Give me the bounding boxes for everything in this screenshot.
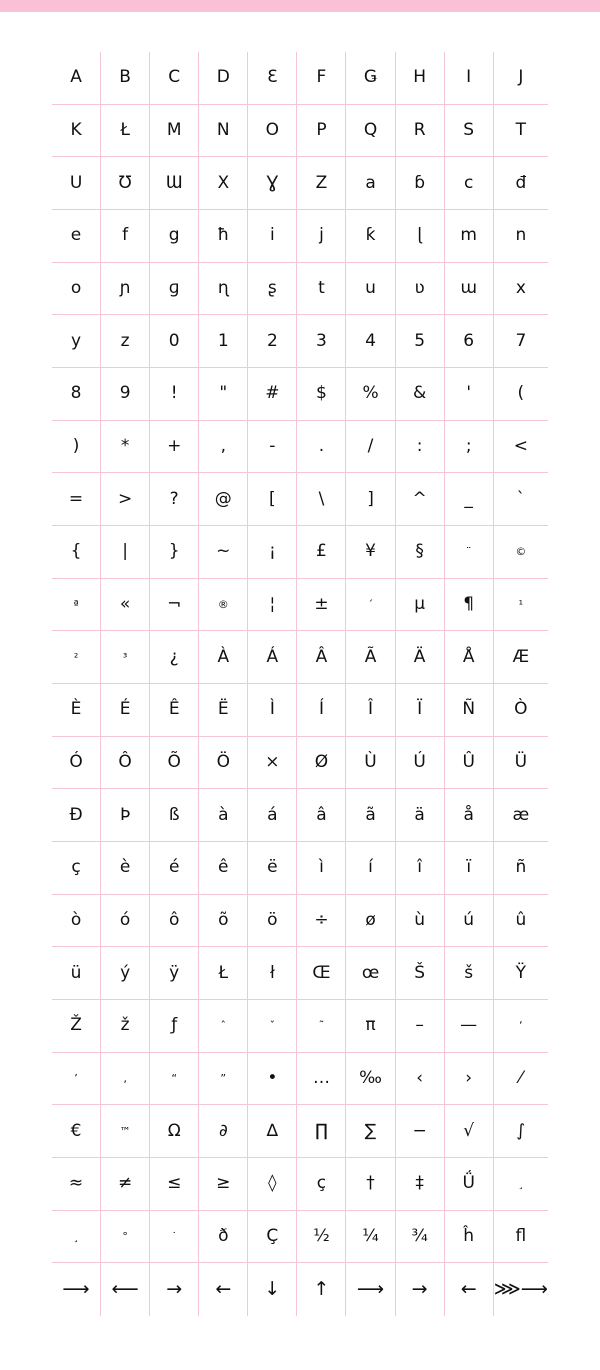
glyph-cell: Â bbox=[297, 631, 346, 684]
glyph-cell: ³ bbox=[101, 631, 150, 684]
glyph-cell: Ω bbox=[150, 1105, 199, 1158]
glyph-cell: f bbox=[101, 210, 150, 263]
glyph-cell: 0 bbox=[150, 315, 199, 368]
glyph-cell: û bbox=[494, 895, 548, 948]
glyph-cell: ¬ bbox=[150, 579, 199, 632]
glyph-cell: † bbox=[346, 1158, 395, 1211]
glyph-cell: ɓ bbox=[396, 157, 445, 210]
glyph-cell: Œ bbox=[297, 947, 346, 1000]
glyph-cell: } bbox=[150, 526, 199, 579]
glyph-cell: ɯ bbox=[445, 263, 494, 316]
glyph-cell: m bbox=[445, 210, 494, 263]
glyph-cell: t bbox=[297, 263, 346, 316]
glyph-cell: I bbox=[445, 52, 494, 105]
glyph-cell: √ bbox=[445, 1105, 494, 1158]
glyph-cell: Ü bbox=[494, 737, 548, 790]
glyph-cell: \ bbox=[297, 473, 346, 526]
glyph-cell: ≈ bbox=[52, 1158, 101, 1211]
glyph-cell: ‘ bbox=[494, 1000, 548, 1053]
glyph-cell: ö bbox=[248, 895, 297, 948]
glyph-cell: ½ bbox=[297, 1211, 346, 1264]
glyph-cell: ĥ bbox=[445, 1211, 494, 1264]
glyph-cell: < bbox=[494, 421, 548, 474]
glyph-cell: ° bbox=[101, 1211, 150, 1264]
glyph-cell: Ɛ bbox=[248, 52, 297, 105]
glyph-cell: Ʊ bbox=[101, 157, 150, 210]
glyph-cell: ë bbox=[248, 842, 297, 895]
glyph-cell: n bbox=[494, 210, 548, 263]
glyph-cell: ⟶ bbox=[52, 1263, 101, 1316]
glyph-cell: z bbox=[101, 315, 150, 368]
glyph-cell: Ɯ bbox=[150, 157, 199, 210]
glyph-cell: å bbox=[445, 789, 494, 842]
glyph-cell: ˜ bbox=[297, 1000, 346, 1053]
glyph-cell: ` bbox=[494, 473, 548, 526]
glyph-cell: 4 bbox=[346, 315, 395, 368]
glyph-cell: % bbox=[346, 368, 395, 421]
glyph-cell: ^ bbox=[396, 473, 445, 526]
glyph-cell: > bbox=[101, 473, 150, 526]
glyph-cell: ≤ bbox=[150, 1158, 199, 1211]
glyph-cell: ( bbox=[494, 368, 548, 421]
glyph-cell: ª bbox=[52, 579, 101, 632]
glyph-cell: Ë bbox=[199, 684, 248, 737]
glyph-cell: ⁄ bbox=[494, 1053, 548, 1106]
glyph-cell: À bbox=[199, 631, 248, 684]
glyph-cell: ≠ bbox=[101, 1158, 150, 1211]
glyph-cell: © bbox=[494, 526, 548, 579]
glyph-cell: $ bbox=[297, 368, 346, 421]
glyph-cell: ¥ bbox=[346, 526, 395, 579]
glyph-cell: , bbox=[199, 421, 248, 474]
glyph-cell: “ bbox=[150, 1053, 199, 1106]
glyph-cell: 8 bbox=[52, 368, 101, 421]
glyph-cell: Ï bbox=[396, 684, 445, 737]
glyph-cell: o bbox=[52, 263, 101, 316]
glyph-cell: ∂ bbox=[199, 1105, 248, 1158]
glyph-cell: ¼ bbox=[346, 1211, 395, 1264]
glyph-cell: ž bbox=[101, 1000, 150, 1053]
glyph-cell: ⟵ bbox=[101, 1263, 150, 1316]
glyph-cell: ← bbox=[199, 1263, 248, 1316]
glyph-cell: P bbox=[297, 105, 346, 158]
glyph-cell: Ǘ bbox=[445, 1158, 494, 1211]
glyph-cell: ù bbox=[396, 895, 445, 948]
glyph-cell: Ú bbox=[396, 737, 445, 790]
glyph-cell: 5 bbox=[396, 315, 445, 368]
glyph-cell: N bbox=[199, 105, 248, 158]
glyph-cell: { bbox=[52, 526, 101, 579]
glyph-cell: € bbox=[52, 1105, 101, 1158]
glyph-cell: ´ bbox=[346, 579, 395, 632]
glyph-cell: Ö bbox=[199, 737, 248, 790]
glyph-cell: Q bbox=[346, 105, 395, 158]
glyph-cell: ê bbox=[199, 842, 248, 895]
glyph-cell: á bbox=[248, 789, 297, 842]
glyph-cell: – bbox=[396, 1000, 445, 1053]
glyph-cell: ˇ bbox=[248, 1000, 297, 1053]
glyph-cell: ¹ bbox=[494, 579, 548, 632]
glyph-cell: é bbox=[150, 842, 199, 895]
glyph-cell: ¿ bbox=[150, 631, 199, 684]
glyph-cell: Ì bbox=[248, 684, 297, 737]
glyph-cell: œ bbox=[346, 947, 395, 1000]
glyph-cell: É bbox=[101, 684, 150, 737]
glyph-cell: Æ bbox=[494, 631, 548, 684]
glyph-cell: ” bbox=[199, 1053, 248, 1106]
glyph-cell: ¡ bbox=[248, 526, 297, 579]
glyph-cell: F bbox=[297, 52, 346, 105]
glyph-cell: - bbox=[248, 421, 297, 474]
glyph-cell: î bbox=[396, 842, 445, 895]
glyph-cell: ¦ bbox=[248, 579, 297, 632]
glyph-cell: ç bbox=[297, 1158, 346, 1211]
glyph-cell: x bbox=[494, 263, 548, 316]
glyph-cell: Ä bbox=[396, 631, 445, 684]
glyph-cell: • bbox=[248, 1053, 297, 1106]
glyph-cell: X bbox=[199, 157, 248, 210]
glyph-cell: H bbox=[396, 52, 445, 105]
glyph-cell: ’ bbox=[52, 1053, 101, 1106]
glyph-cell: i bbox=[248, 210, 297, 263]
glyph-cell: K bbox=[52, 105, 101, 158]
glyph-cell: / bbox=[346, 421, 395, 474]
glyph-cell: y bbox=[52, 315, 101, 368]
glyph-cell: ' bbox=[445, 368, 494, 421]
glyph-cell: ú bbox=[445, 895, 494, 948]
glyph-cell: … bbox=[297, 1053, 346, 1106]
glyph-cell: A bbox=[52, 52, 101, 105]
glyph-cell: ħ bbox=[199, 210, 248, 263]
glyph-cell: → bbox=[150, 1263, 199, 1316]
glyph-cell: Ø bbox=[297, 737, 346, 790]
glyph-cell: Á bbox=[248, 631, 297, 684]
glyph-cell: › bbox=[445, 1053, 494, 1106]
glyph-cell: đ bbox=[494, 157, 548, 210]
glyph-cell: â bbox=[297, 789, 346, 842]
glyph-cell: ® bbox=[199, 579, 248, 632]
glyph-cell: È bbox=[52, 684, 101, 737]
glyph-cell: Ò bbox=[494, 684, 548, 737]
glyph-cell: š bbox=[445, 947, 494, 1000]
glyph-cell: Ǥ bbox=[346, 52, 395, 105]
glyph-cell: Ð bbox=[52, 789, 101, 842]
glyph-cell: J bbox=[494, 52, 548, 105]
glyph-cell: 6 bbox=[445, 315, 494, 368]
glyph-cell: § bbox=[396, 526, 445, 579]
glyph-cell: T bbox=[494, 105, 548, 158]
glyph-cell: j bbox=[297, 210, 346, 263]
glyph-cell: | bbox=[101, 526, 150, 579]
glyph-cell: í bbox=[346, 842, 395, 895]
glyph-cell: π bbox=[346, 1000, 395, 1053]
glyph-cell: ß bbox=[150, 789, 199, 842]
glyph-cell: ô bbox=[150, 895, 199, 948]
glyph-cell: ˆ bbox=[199, 1000, 248, 1053]
glyph-cell: ç bbox=[52, 842, 101, 895]
glyph-cell: ɲ bbox=[101, 263, 150, 316]
glyph-cell: ¨ bbox=[445, 526, 494, 579]
glyph-cell: ä bbox=[396, 789, 445, 842]
glyph-cell: — bbox=[445, 1000, 494, 1053]
glyph-cell: ² bbox=[52, 631, 101, 684]
glyph-cell: Ê bbox=[150, 684, 199, 737]
glyph-cell: ⟶ bbox=[346, 1263, 395, 1316]
glyph-cell: ¾ bbox=[396, 1211, 445, 1264]
glyph-cell: ¶ bbox=[445, 579, 494, 632]
glyph-cell: õ bbox=[199, 895, 248, 948]
glyph-cell: ↓ bbox=[248, 1263, 297, 1316]
glyph-cell: ? bbox=[150, 473, 199, 526]
glyph-cell: ‰ bbox=[346, 1053, 395, 1106]
glyph-cell: 1 bbox=[199, 315, 248, 368]
glyph-cell: £ bbox=[297, 526, 346, 579]
glyph-cell: + bbox=[150, 421, 199, 474]
glyph-grid bbox=[52, 52, 548, 1316]
glyph-cell: ï bbox=[445, 842, 494, 895]
glyph-cell: [ bbox=[248, 473, 297, 526]
glyph-cell: è bbox=[101, 842, 150, 895]
glyph-cell: 2 bbox=[248, 315, 297, 368]
glyph-cell: Û bbox=[445, 737, 494, 790]
glyph-cell: Å bbox=[445, 631, 494, 684]
glyph-cell: ñ bbox=[494, 842, 548, 895]
glyph-cell: & bbox=[396, 368, 445, 421]
glyph-cell: ~ bbox=[199, 526, 248, 579]
glyph-cell: O bbox=[248, 105, 297, 158]
glyph-cell: Ÿ bbox=[494, 947, 548, 1000]
glyph-cell: ɭ bbox=[396, 210, 445, 263]
glyph-cell: ™ bbox=[101, 1105, 150, 1158]
glyph-cell: ð bbox=[199, 1211, 248, 1264]
glyph-cell: _ bbox=[445, 473, 494, 526]
glyph-cell: ø bbox=[346, 895, 395, 948]
glyph-cell: ‹ bbox=[396, 1053, 445, 1106]
glyph-cell: e bbox=[52, 210, 101, 263]
glyph-cell: * bbox=[101, 421, 150, 474]
glyph-cell: ʂ bbox=[248, 263, 297, 316]
glyph-cell: Î bbox=[346, 684, 395, 737]
glyph-cell: 7 bbox=[494, 315, 548, 368]
glyph-cell: " bbox=[199, 368, 248, 421]
glyph-cell: ← bbox=[445, 1263, 494, 1316]
glyph-cell: ∏ bbox=[297, 1105, 346, 1158]
glyph-cell: Z bbox=[297, 157, 346, 210]
glyph-cell: Õ bbox=[150, 737, 199, 790]
glyph-cell: « bbox=[101, 579, 150, 632]
glyph-cell: ƒ bbox=[150, 1000, 199, 1053]
glyph-cell: ∆ bbox=[248, 1105, 297, 1158]
glyph-cell: Ɣ bbox=[248, 157, 297, 210]
glyph-cell: ł bbox=[248, 947, 297, 1000]
glyph-cell: Í bbox=[297, 684, 346, 737]
glyph-cell: ◊ bbox=[248, 1158, 297, 1211]
glyph-cell: 9 bbox=[101, 368, 150, 421]
glyph-cell: ɡ bbox=[150, 263, 199, 316]
glyph-cell: M bbox=[150, 105, 199, 158]
glyph-cell: ! bbox=[150, 368, 199, 421]
top-accent-bar bbox=[0, 0, 600, 12]
glyph-cell: ﬂ bbox=[494, 1211, 548, 1264]
glyph-cell: ˙ bbox=[150, 1211, 199, 1264]
glyph-cell: Š bbox=[396, 947, 445, 1000]
glyph-cell: Ç bbox=[248, 1211, 297, 1264]
glyph-cell: ƙ bbox=[346, 210, 395, 263]
glyph-cell: C bbox=[150, 52, 199, 105]
glyph-cell: ó bbox=[101, 895, 150, 948]
glyph-cell: D bbox=[199, 52, 248, 105]
glyph-cell: S bbox=[445, 105, 494, 158]
glyph-cell: U bbox=[52, 157, 101, 210]
glyph-cell: → bbox=[396, 1263, 445, 1316]
glyph-cell: ÿ bbox=[150, 947, 199, 1000]
glyph-cell: Ł bbox=[199, 947, 248, 1000]
glyph-cell: Ù bbox=[346, 737, 395, 790]
glyph-cell: ã bbox=[346, 789, 395, 842]
glyph-cell: a bbox=[346, 157, 395, 210]
glyph-cell: Ó bbox=[52, 737, 101, 790]
glyph-cell: × bbox=[248, 737, 297, 790]
glyph-cell: u bbox=[346, 263, 395, 316]
glyph-cell: ¸ bbox=[52, 1211, 101, 1264]
glyph-cell: ] bbox=[346, 473, 395, 526]
glyph-cell: g bbox=[150, 210, 199, 263]
glyph-cell: Ž bbox=[52, 1000, 101, 1053]
glyph-cell: − bbox=[396, 1105, 445, 1158]
glyph-cell: ; bbox=[445, 421, 494, 474]
glyph-cell: B bbox=[101, 52, 150, 105]
glyph-cell: 3 bbox=[297, 315, 346, 368]
glyph-cell: ↑ bbox=[297, 1263, 346, 1316]
glyph-cell: : bbox=[396, 421, 445, 474]
glyph-cell: Ñ bbox=[445, 684, 494, 737]
glyph-cell: . bbox=[297, 421, 346, 474]
glyph-cell: ∑ bbox=[346, 1105, 395, 1158]
glyph-cell: µ bbox=[396, 579, 445, 632]
glyph-cell: ý bbox=[101, 947, 150, 1000]
glyph-cell: ¸ bbox=[494, 1158, 548, 1211]
glyph-cell: ∫ bbox=[494, 1105, 548, 1158]
glyph-cell: Ã bbox=[346, 631, 395, 684]
glyph-cell: ⋙⟶ bbox=[493, 1278, 548, 1301]
glyph-cell: = bbox=[52, 473, 101, 526]
glyph-cell: @ bbox=[199, 473, 248, 526]
glyph-cell: c bbox=[445, 157, 494, 210]
glyph-cell: Ô bbox=[101, 737, 150, 790]
glyph-cell: ʋ bbox=[396, 263, 445, 316]
glyph-cell: ɳ bbox=[199, 263, 248, 316]
glyph-cell: ‡ bbox=[396, 1158, 445, 1211]
glyph-cell: ≥ bbox=[199, 1158, 248, 1211]
glyph-cell: R bbox=[396, 105, 445, 158]
glyph-cell: ì bbox=[297, 842, 346, 895]
glyph-cell: ü bbox=[52, 947, 101, 1000]
glyph-cell: Þ bbox=[101, 789, 150, 842]
glyph-cell: ‚ bbox=[101, 1053, 150, 1106]
glyph-cell: ò bbox=[52, 895, 101, 948]
glyph-cell: ÷ bbox=[297, 895, 346, 948]
glyph-cell: Ł bbox=[101, 105, 150, 158]
glyph-cell: æ bbox=[494, 789, 548, 842]
glyph-cell: ± bbox=[297, 579, 346, 632]
glyph-cell: à bbox=[199, 789, 248, 842]
glyph-cell: # bbox=[248, 368, 297, 421]
glyph-cell: ) bbox=[52, 421, 101, 474]
